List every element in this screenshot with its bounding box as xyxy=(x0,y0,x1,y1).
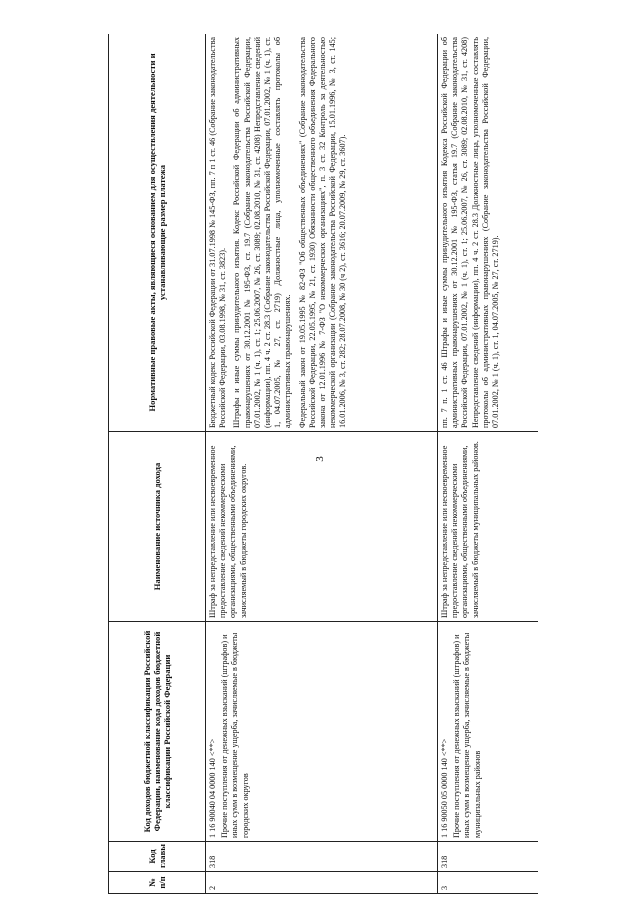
table-header-row xyxy=(109,34,206,894)
table-row xyxy=(206,34,438,894)
legal-act-paragraph: Федеральный закон от 19.05.1995 № 82-ФЗ "Об общественных объединениях" (Собрание законодательства Российской Федерации, 22.05.1995, № 21, ст. 1930) Обязанности общественного объединения Федерального закона от 12.01.1996 № 7-ФЗ "О некоммерческих организациях", п. 3 ст. 32 Контроль за деятельностью некоммерческой организации (Собрание законодательства Российской Федерации, 15.01.1996, № 3, ст. 145; 16.01.2006, № 3, ст. 282; 28.07.2008, № 30 (ч 2), ст. 3616; 20.07.2009, № 29, ст. 3607). xyxy=(297,37,348,428)
kbk-code: 1 16 90040 04 0000 140 <**> xyxy=(208,738,217,838)
row-income-source: Штраф за непредставление или несвоевременное предоставление сведений некоммерческими организациями, общественными объединениями, зачисляемый в бюджеты городских округов. xyxy=(206,432,438,622)
row-chapter-code: 318 xyxy=(206,842,438,872)
kbk-code: 1 16 90050 05 0000 140 <**> xyxy=(440,738,449,838)
row-legal-acts xyxy=(206,34,438,432)
row-income-source: Штраф за непредставление или несвоевременное предоставление сведений некоммерческими организациями, общественными объединениями, зачисляемый в бюджеты муниципальных районов. xyxy=(438,432,539,622)
table-row xyxy=(438,34,539,894)
landscape-sheet xyxy=(108,34,538,894)
rotated-table-viewport xyxy=(108,34,538,894)
row-number: 2 xyxy=(206,872,438,894)
row-number: 3 xyxy=(438,872,539,894)
kbk-description: Прочие поступления от денежных взысканий (штрафов) и иных сумм в возмещение ущерба, зачисляемые в бюджеты городских округов xyxy=(220,632,250,838)
header-number: № п/п xyxy=(109,872,206,894)
income-sources-table xyxy=(108,34,538,894)
row-kbk-cell xyxy=(438,622,539,842)
row-legal-acts xyxy=(438,34,539,432)
header-legal-acts: Нормативные правовые акты, являющиеся основанием для осуществления деятельности и устанавливающие размер платежа xyxy=(109,34,206,432)
legal-act-paragraph: Штрафы и иные суммы принудительного изъятия. Кодекс Российской Федерации об административных правонарушениях от 30.12.2001 № 195-ФЗ, ст. 19.7 (Собрание законодательства Российской Федерации, 07.01.2002, № 1 (ч. 1), ст. 1; 25.06.2007, № 26, ст. 3089; 02.08.2010, № 31, ст. 4208) Непредставление сведений (информации), пп. 4 ч. 2 ст. 28.3 (Собрание законодательства Российской Федерации, 07.01.2002, № 1 (ч. 1), ст. 1, 04.07.2005, № 27, ст. 2719) Должностные лица, уполномоченные составлять протоколы об административных правонарушениях. xyxy=(232,37,293,428)
legal-act-paragraph: Бюджетный кодекс Российской Федерации от 31.07.1998 № 145-ФЗ, пп. 7 п 1 ст. 46 (Собрание законодательства Российской Федерации, 03.08.1998, № 31, ст. 3823). xyxy=(208,37,228,428)
row-kbk-cell xyxy=(206,622,438,842)
header-income-source: Наименование источника дохода xyxy=(109,432,206,622)
header-chapter-code: Код главы xyxy=(109,842,206,872)
kbk-description: Прочие поступления от денежных взысканий (штрафов) и иных сумм в возмещение ущерба, зачисляемые в бюджеты муниципальных районов xyxy=(452,632,482,838)
legal-act-paragraph: пп. 7 п. 1 ст. 46 Штрафы и иные суммы принудительного изъятия Кодекса Российской Федерации об административных правонарушениях от 30.12.2001 № 195-ФЗ, статья 19.7 (Собрание законодательства Российской Федерации, 07.01.2002, № 1 (ч. 1), ст. 1; 25.06.2007, № 26, ст. 3089; 02.08.2010, № 31, ст. 4208) Непредставление сведений (информации), пп. 4 ч. 2 ст. 28.3 Должностные лица, уполномоченные составлять протоколы об административных правонарушениях (Собрание законодательства Российской Федерации, 07.01.2002, № 1 (ч. 1), ст. 1, 04.07.2005, № 27, ст. 2719). xyxy=(440,37,501,428)
page-number: 3 xyxy=(314,456,326,462)
row-chapter-code: 318 xyxy=(438,842,539,872)
header-kbk-code: Код доходов бюджетной классификации Российской Федерации, наименование кода доходов бюджетной классификации Российской Федерации xyxy=(109,622,206,842)
